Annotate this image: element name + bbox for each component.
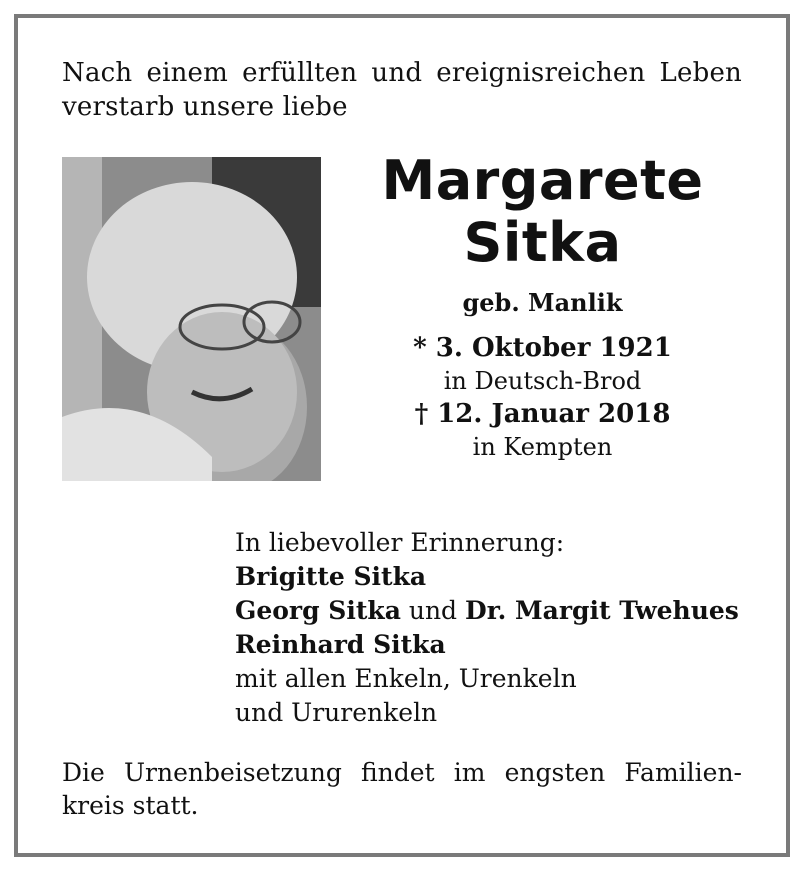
mourner-brigitte: Brigitte Sitka xyxy=(235,562,427,591)
mourners-extra-2: und Ururenkeln xyxy=(235,698,438,727)
death-place: in Kempten xyxy=(472,433,613,461)
mourner-margit: Dr. Margit Twehues xyxy=(465,596,739,625)
intro-line-2: verstarb unsere liebe xyxy=(62,92,348,122)
intro-line-1: Nach einem erfüllten und ereignisreichen Leben xyxy=(62,58,742,88)
funeral-line-2: kreis statt. xyxy=(62,791,199,820)
deceased-block xyxy=(340,150,745,463)
life-dates xyxy=(340,331,745,463)
intro-text xyxy=(62,56,742,124)
death-date: † 12. Januar 2018 xyxy=(414,399,671,429)
mourners-list xyxy=(235,526,755,730)
maiden-name: geb. Manlik xyxy=(462,288,623,317)
deceased-first-name: Margarete xyxy=(381,149,704,212)
funeral-line-1: Die Urnenbeisetzung findet im engsten Familien- xyxy=(62,758,742,787)
birth-date: * 3. Oktober 1921 xyxy=(413,333,672,363)
funeral-note xyxy=(62,756,742,822)
mourners-heading: In liebevoller Erinnerung: xyxy=(235,528,565,557)
mourner-georg: Georg Sitka xyxy=(235,596,401,625)
portrait-photo xyxy=(62,157,321,481)
deceased-last-name: Sitka xyxy=(463,211,622,274)
mourner-connector: und xyxy=(408,596,458,625)
mourner-reinhard: Reinhard Sitka xyxy=(235,630,446,659)
portrait-illustration xyxy=(62,157,321,481)
mourner-row-georg xyxy=(235,594,755,628)
mourners-extra-1: mit allen Enkeln, Urenkeln xyxy=(235,664,577,693)
birth-place: in Deutsch-Brod xyxy=(443,367,642,395)
